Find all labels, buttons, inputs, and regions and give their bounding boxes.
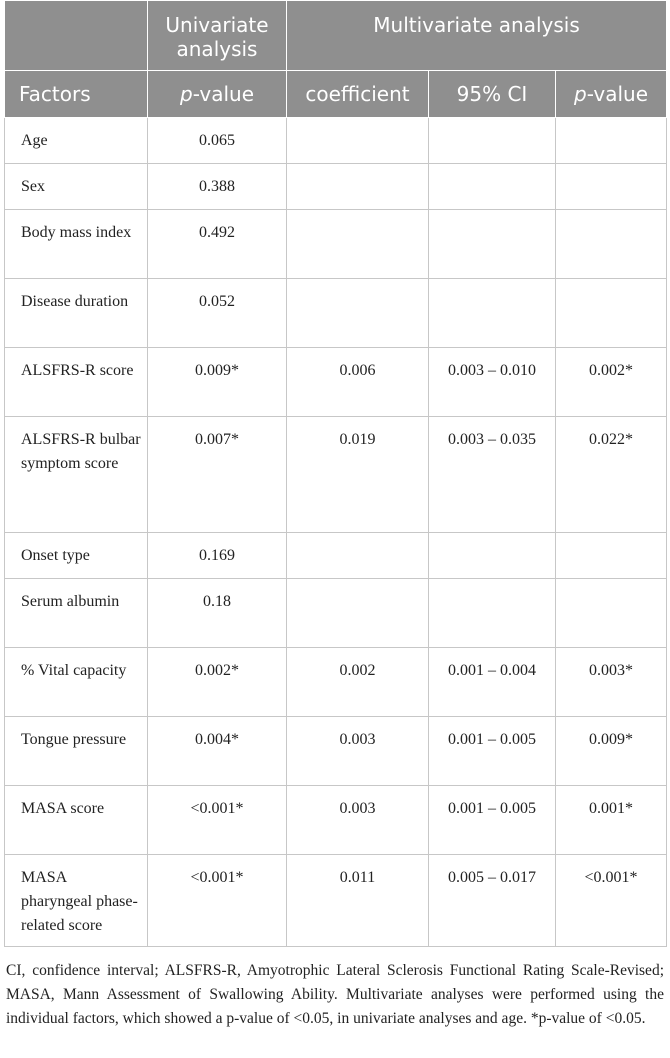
- factor-cell: Serum albumin: [5, 579, 148, 648]
- header-row-1: [5, 1, 667, 71]
- table-row: [5, 164, 667, 210]
- results-table: [4, 0, 667, 947]
- coefficient-cell: 0.003: [287, 717, 429, 786]
- factor-cell: Age: [5, 118, 148, 164]
- univariate-p-value-cell: <0.001*: [148, 786, 287, 855]
- coefficient-cell: 0.019: [287, 417, 429, 533]
- multivariate-p-value-cell: [556, 164, 667, 210]
- factor-cell: Onset type: [5, 533, 148, 579]
- ci-cell: 0.001 – 0.004: [429, 648, 556, 717]
- table-row: [5, 210, 667, 279]
- coefficient-cell: [287, 164, 429, 210]
- coefficient-cell: [287, 533, 429, 579]
- table-row: [5, 786, 667, 855]
- table-row: [5, 417, 667, 533]
- multivariate-p-value-cell: [556, 118, 667, 164]
- factor-cell: ALSFRS-R score: [5, 348, 148, 417]
- coefficient-cell: 0.002: [287, 648, 429, 717]
- table-row: [5, 579, 667, 648]
- multivariate-p-value-cell: 0.022*: [556, 417, 667, 533]
- univariate-p-value-cell: 0.009*: [148, 348, 287, 417]
- header-empty-cell: [5, 1, 148, 71]
- p-suffix: -value: [586, 82, 649, 106]
- header-multivariate-p-value: [556, 71, 667, 118]
- univariate-p-value-cell: 0.007*: [148, 417, 287, 533]
- ci-cell: 0.005 – 0.017: [429, 855, 556, 947]
- coefficient-cell: 0.011: [287, 855, 429, 947]
- univariate-p-value-cell: 0.002*: [148, 648, 287, 717]
- univariate-p-value-cell: 0.065: [148, 118, 287, 164]
- header-univariate-analysis: [148, 1, 287, 71]
- table-header: [5, 1, 667, 118]
- p-suffix: -value: [192, 82, 254, 106]
- coefficient-cell: [287, 279, 429, 348]
- univariate-line-2: analysis: [176, 37, 258, 61]
- univariate-p-value-cell: 0.004*: [148, 717, 287, 786]
- ci-cell: 0.003 – 0.035: [429, 417, 556, 533]
- header-factors: Factors: [5, 71, 148, 118]
- ci-cell: [429, 533, 556, 579]
- factor-cell: ALSFRS-R bulbar symptom score: [5, 417, 148, 533]
- table-row: [5, 118, 667, 164]
- factor-cell: MASA score: [5, 786, 148, 855]
- p-letter: p: [574, 82, 587, 106]
- coefficient-cell: [287, 118, 429, 164]
- header-multivariate-analysis: Multivariate analysis: [287, 1, 667, 71]
- factor-cell: Tongue pressure: [5, 717, 148, 786]
- univariate-p-value-cell: 0.18: [148, 579, 287, 648]
- table-container: [4, 0, 666, 1031]
- multivariate-p-value-cell: [556, 533, 667, 579]
- table-row: [5, 348, 667, 417]
- ci-cell: [429, 279, 556, 348]
- univariate-p-value-cell: <0.001*: [148, 855, 287, 947]
- ci-cell: 0.001 – 0.005: [429, 786, 556, 855]
- factor-cell: Sex: [5, 164, 148, 210]
- coefficient-cell: 0.006: [287, 348, 429, 417]
- coefficient-cell: [287, 210, 429, 279]
- header-univariate-p-value: [148, 71, 287, 118]
- ci-cell: [429, 164, 556, 210]
- multivariate-p-value-cell: [556, 210, 667, 279]
- ci-cell: [429, 579, 556, 648]
- multivariate-p-value-cell: 0.003*: [556, 648, 667, 717]
- multivariate-p-value-cell: [556, 579, 667, 648]
- univariate-p-value-cell: 0.169: [148, 533, 287, 579]
- factor-cell: Body mass index: [5, 210, 148, 279]
- header-row-2: [5, 71, 667, 118]
- table-row: [5, 717, 667, 786]
- ci-cell: [429, 210, 556, 279]
- ci-cell: [429, 118, 556, 164]
- factor-cell: Disease duration: [5, 279, 148, 348]
- table-row: [5, 279, 667, 348]
- factor-cell: % Vital capacity: [5, 648, 148, 717]
- table-row: [5, 648, 667, 717]
- p-letter: p: [179, 82, 193, 106]
- ci-cell: 0.003 – 0.010: [429, 348, 556, 417]
- univariate-line-1: Univariate: [165, 13, 269, 37]
- table-body: [5, 118, 667, 947]
- table-footnote: CI, confidence interval; ALSFRS-R, Amyotrophic Lateral Sclerosis Functional Rating Scale-Revised; MASA, Mann Assessment of Swallowing Ability. Multivariate analyses were performed using the individual factors, which showed a p-value of <0.05, in univariate analyses and age. *p-value of <0.05.: [6, 962, 664, 1027]
- coefficient-cell: 0.003: [287, 786, 429, 855]
- multivariate-p-value-cell: [556, 279, 667, 348]
- ci-cell: 0.001 – 0.005: [429, 717, 556, 786]
- table-row: [5, 855, 667, 947]
- univariate-p-value-cell: 0.388: [148, 164, 287, 210]
- multivariate-p-value-cell: 0.001*: [556, 786, 667, 855]
- header-coefficient: coefficient: [287, 71, 429, 118]
- header-95-ci: 95% CI: [429, 71, 556, 118]
- table-row: [5, 533, 667, 579]
- coefficient-cell: [287, 579, 429, 648]
- multivariate-p-value-cell: 0.009*: [556, 717, 667, 786]
- univariate-p-value-cell: 0.052: [148, 279, 287, 348]
- multivariate-p-value-cell: <0.001*: [556, 855, 667, 947]
- univariate-p-value-cell: 0.492: [148, 210, 287, 279]
- factor-cell: MASA pharyngeal phase-related score: [5, 855, 148, 947]
- multivariate-p-value-cell: 0.002*: [556, 348, 667, 417]
